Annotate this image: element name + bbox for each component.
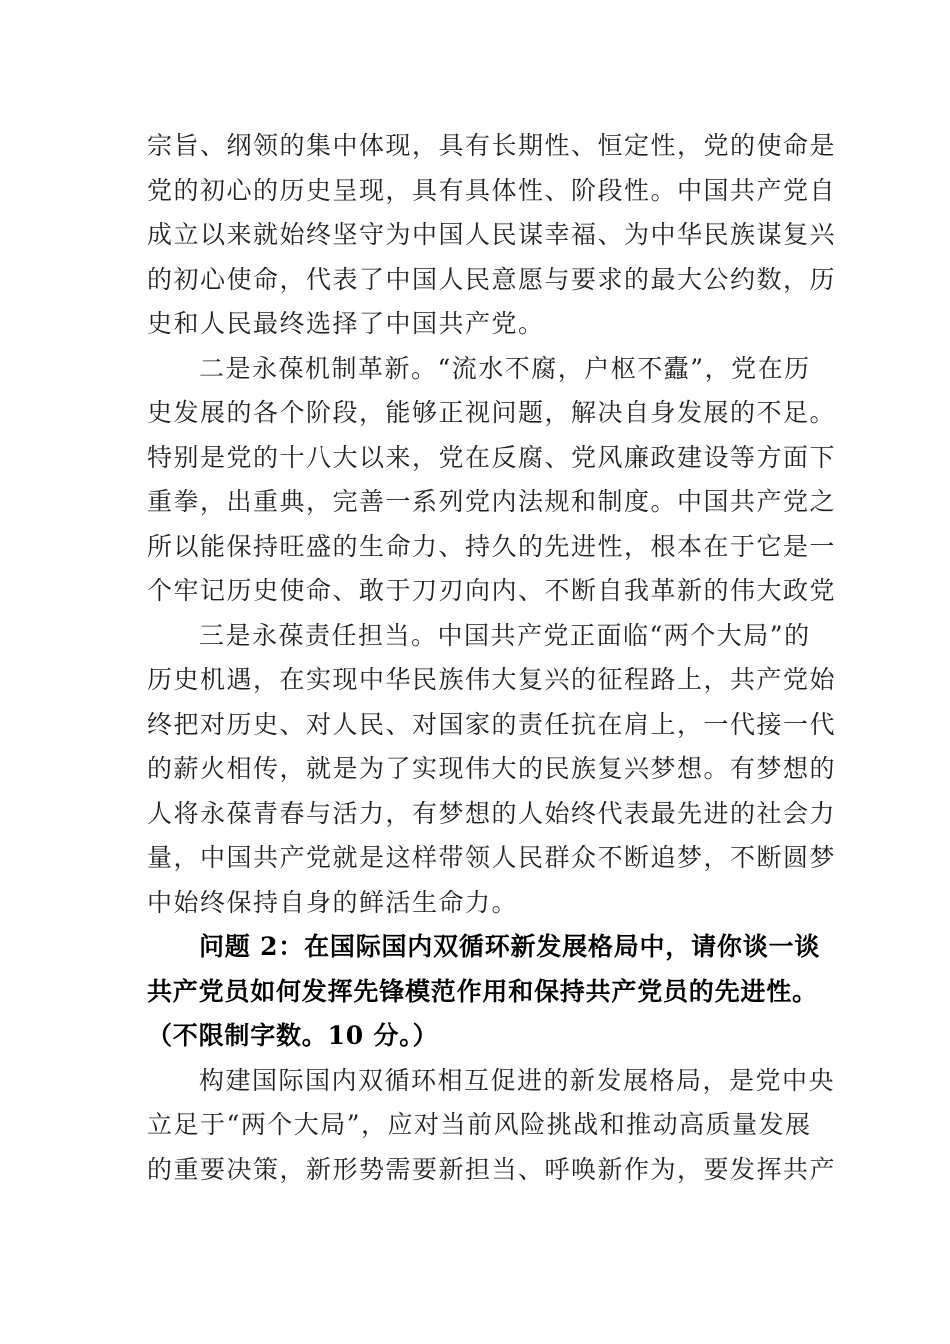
text-line: 的初心使命，代表了中国人民意愿与要求的最大公约数，历 [147, 264, 837, 294]
text-line: 立足于“两个大局”，应对当前风险挑战和推动高质量发展 [147, 1110, 812, 1139]
text-line: 所以能保持旺盛的生命力、持久的先进性，根本在于它是一 [147, 531, 837, 561]
text-line: 终把对历史、对人民、对国家的责任抗在肩上，一代接一代 [147, 709, 837, 739]
text-line: 的薪火相传，就是为了实现伟大的民族复兴梦想。有梦想的 [147, 754, 837, 783]
text-line: 史发展的各个阶段，能够正视问题，解决自身发展的不足。 [147, 398, 837, 427]
question-heading-line: 问题 2：在国际国内双循环新发展格局中，请你谈一谈 [199, 932, 821, 961]
text-line: 人将永葆青春与活力，有梦想的人始终代表最先进的社会力 [147, 798, 837, 828]
text-line: 宗旨、纲领的集中体现，具有长期性、恒定性，党的使命是 [147, 131, 837, 160]
question-heading-line: （不限制字数。10 分。） [147, 1021, 439, 1050]
text-line: 个牢记历史使命、敢于刀刃向内、不断自我革新的伟大政党 [147, 576, 837, 605]
paragraph-start-line: 二是永葆机制革新。“流水不腐，户枢不蠹”，党在历 [199, 353, 811, 383]
text-line: 重拳，出重典，完善一系列党内法规和制度。中国共产党之 [147, 487, 837, 516]
text-line: 量，中国共产党就是这样带领人民群众不断追梦，不断圆梦 [147, 843, 837, 872]
document-body [147, 124, 837, 1192]
text-line: 历史机遇，在实现中华民族伟大复兴的征程路上，共产党始 [147, 665, 837, 694]
paragraph-start-line: 三是永葆责任担当。中国共产党正面临“两个大局”的 [199, 620, 811, 650]
paragraph-start-line: 构建国际国内双循环相互促进的新发展格局，是党中央 [199, 1065, 836, 1095]
text-line: 史和人民最终选择了中国共产党。 [147, 309, 545, 338]
text-line: 党的初心的历史呈现，具有具体性、阶段性。中国共产党自 [147, 175, 837, 205]
text-line: 中始终保持自身的鲜活生命力。 [147, 887, 519, 917]
question-heading-line: 共产党员如何发挥先锋模范作用和保持共产党员的先进性。 [147, 976, 818, 1006]
text-line: 的重要决策，新形势需要新担当、呼唤新作为，要发挥共产 [147, 1154, 837, 1184]
text-line: 特别是党的十八大以来，党在反腐、党风廉政建设等方面下 [147, 442, 837, 472]
text-line: 成立以来就始终坚守为中国人民谋幸福、为中华民族谋复兴 [147, 220, 837, 249]
